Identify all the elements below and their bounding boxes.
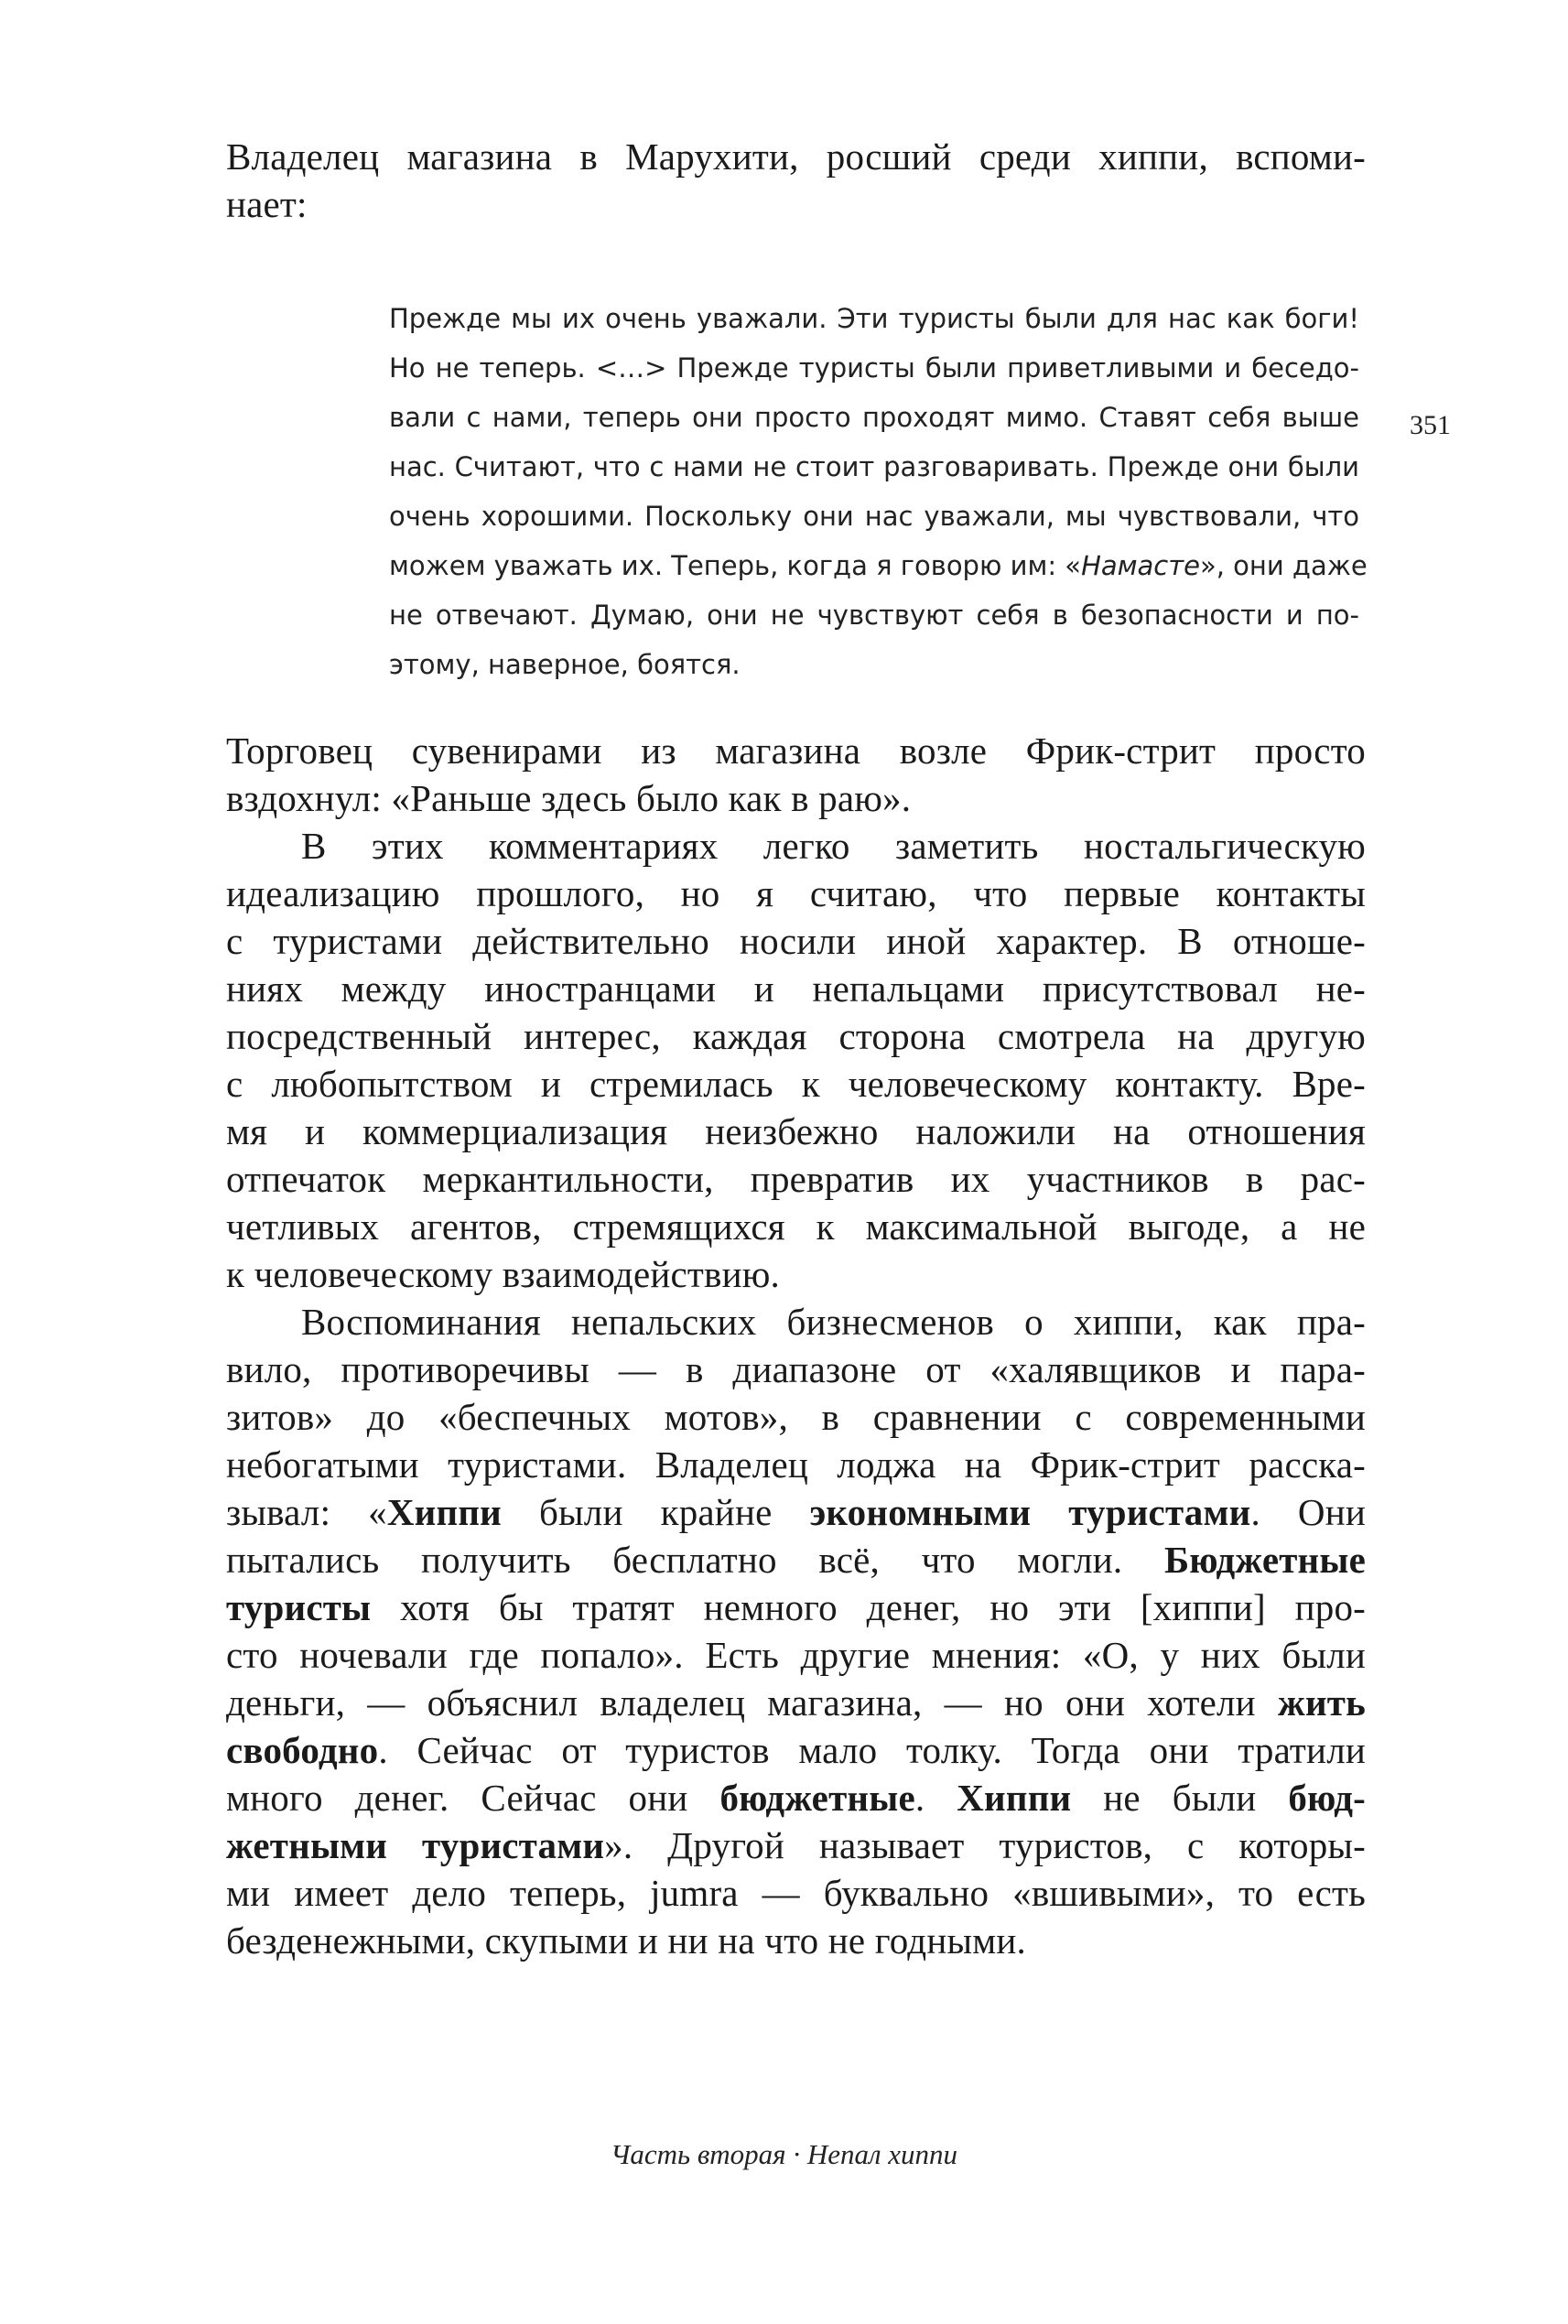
text-run: . Они: [1250, 1491, 1366, 1533]
quote-line-7: не отвечают. Думаю, они не чувствуют себя в безопасности и по-: [389, 600, 1359, 631]
p3-line-14: безденежными, скупыми и ни на что не годными.: [226, 1919, 1026, 1962]
p2-line-9: четливых агентов, стремящихся к максимальной выгоде, а не: [226, 1205, 1366, 1248]
quote-italic-word: Намасте: [1081, 550, 1200, 581]
bold-term: экономными туристами: [809, 1491, 1251, 1533]
p3-line-10: [226, 1726, 1366, 1774]
text-run: .: [914, 1777, 957, 1819]
p3-line-9: [226, 1679, 1366, 1726]
page-number: 351: [1410, 410, 1451, 440]
p3-line-6: [226, 1536, 1366, 1584]
p3-line-5: [226, 1488, 1366, 1536]
p2-line-8: отпечаток меркантильности, превратив их участников в рас-: [226, 1158, 1366, 1200]
p2-line-7: мя и коммерциализация неизбежно наложили на отношения: [226, 1110, 1366, 1152]
bold-term: свободно: [226, 1729, 379, 1771]
quote-line-1: Прежде мы их очень уважали. Эти туристы были для нас как боги!: [389, 303, 1359, 334]
p3-line-12: [226, 1821, 1366, 1869]
bold-term: Бюджетные: [1164, 1539, 1366, 1581]
footer-part: Часть вторая: [610, 2138, 786, 2170]
bold-term: бюд-: [1288, 1777, 1366, 1819]
text-run: хотя бы тратят немного денег, но эти [хиппи] про-: [371, 1586, 1366, 1628]
bold-term: жить: [1278, 1681, 1366, 1724]
p3-line-3: зитов» до «беспечных мотов», в сравнении с современными: [226, 1396, 1366, 1438]
footer-title: Непал хиппи: [806, 2138, 958, 2170]
p2-line-6: с любопытством и стремилась к человеческому контакту. Вре-: [226, 1063, 1366, 1105]
quote-text: можем уважать их. Теперь, когда я говорю им: «: [389, 550, 1082, 581]
footer-separator: ·: [793, 2138, 801, 2170]
quote-line-2: Но не теперь. <…> Прежде туристы были приветливыми и беседо-: [389, 352, 1359, 384]
quote-line-6: [389, 547, 1368, 584]
p2-line-10: к человеческому взаимодействию.: [226, 1253, 780, 1295]
p2-line-1: В этих комментариях легко заметить ностальгическую: [301, 825, 1366, 867]
p1-line-1: Торговец сувенирами из магазина возле Фрик-стрит просто: [226, 730, 1366, 772]
bold-term: Хиппи: [957, 1777, 1072, 1819]
text-run: зывал: «: [226, 1491, 387, 1533]
p3-line-2: вило, противоречивы — в диапазоне от «халявщиков и пара-: [226, 1348, 1366, 1390]
p2-line-5: посредственный интерес, каждая сторона смотрела на другую: [226, 1015, 1366, 1057]
p3-line-7: [226, 1584, 1366, 1631]
text-run: деньги, — объяснил владелец магазина, — но они хотели: [226, 1681, 1279, 1724]
text-run: много денег. Сейчас они: [226, 1777, 720, 1819]
p2-line-4: ниях между иностранцами и непальцами присутствовал не-: [226, 967, 1366, 1010]
text-run: пытались получить бесплатно всё, что могли.: [226, 1539, 1164, 1581]
p3-line-1: Воспоминания непальских бизнесменов о хиппи, как пра-: [301, 1301, 1366, 1343]
quote-text: », они даже: [1199, 550, 1368, 581]
bold-term: жетными туристами: [226, 1824, 605, 1866]
p1-line-2: вздохнул: «Раньше здесь было как в раю».: [226, 777, 912, 819]
text-run: ». Другой называет туристов, с которы-: [604, 1824, 1366, 1866]
p3-line-4: небогатыми туристами. Владелец лоджа на Фрик-стрит расска-: [226, 1443, 1366, 1486]
quote-line-5: очень хорошими. Поскольку они нас уважали, мы чувствовали, что: [389, 501, 1359, 532]
text-run: . Сейчас от туристов мало толку. Тогда они тратили: [378, 1729, 1366, 1771]
p3-line-11: [226, 1774, 1366, 1821]
bold-term: туристы: [226, 1586, 372, 1628]
p3-line-13: ми имеет дело теперь, jumra — буквально «вшивыми», то есть: [226, 1872, 1366, 1914]
p2-line-2: идеализацию прошлого, но я считаю, что первые контакты: [226, 872, 1366, 914]
p2-line-3: с туристами действительно носили иной характер. В отноше-: [226, 920, 1366, 962]
bold-term: бюджетные: [719, 1777, 915, 1819]
intro-line-1: Владелец магазина в Марухити, росший среди хиппи, вспоми-: [226, 135, 1366, 178]
text-run: были крайне: [501, 1491, 810, 1533]
intro-line-2: нает:: [226, 183, 308, 225]
running-footer: [0, 2138, 1568, 2171]
text-run: не были: [1071, 1777, 1289, 1819]
bold-term: Хиппи: [386, 1491, 502, 1533]
quote-line-8: этому, наверное, боятся.: [389, 649, 741, 680]
quote-line-4: нас. Считают, что с нами не стоит разговаривать. Прежде они были: [389, 451, 1359, 482]
quote-line-3: вали с нами, теперь они просто проходят мимо. Ставят себя выше: [389, 402, 1359, 433]
p3-line-8: сто ночевали где попало». Есть другие мнения: «О, у них были: [226, 1634, 1366, 1676]
